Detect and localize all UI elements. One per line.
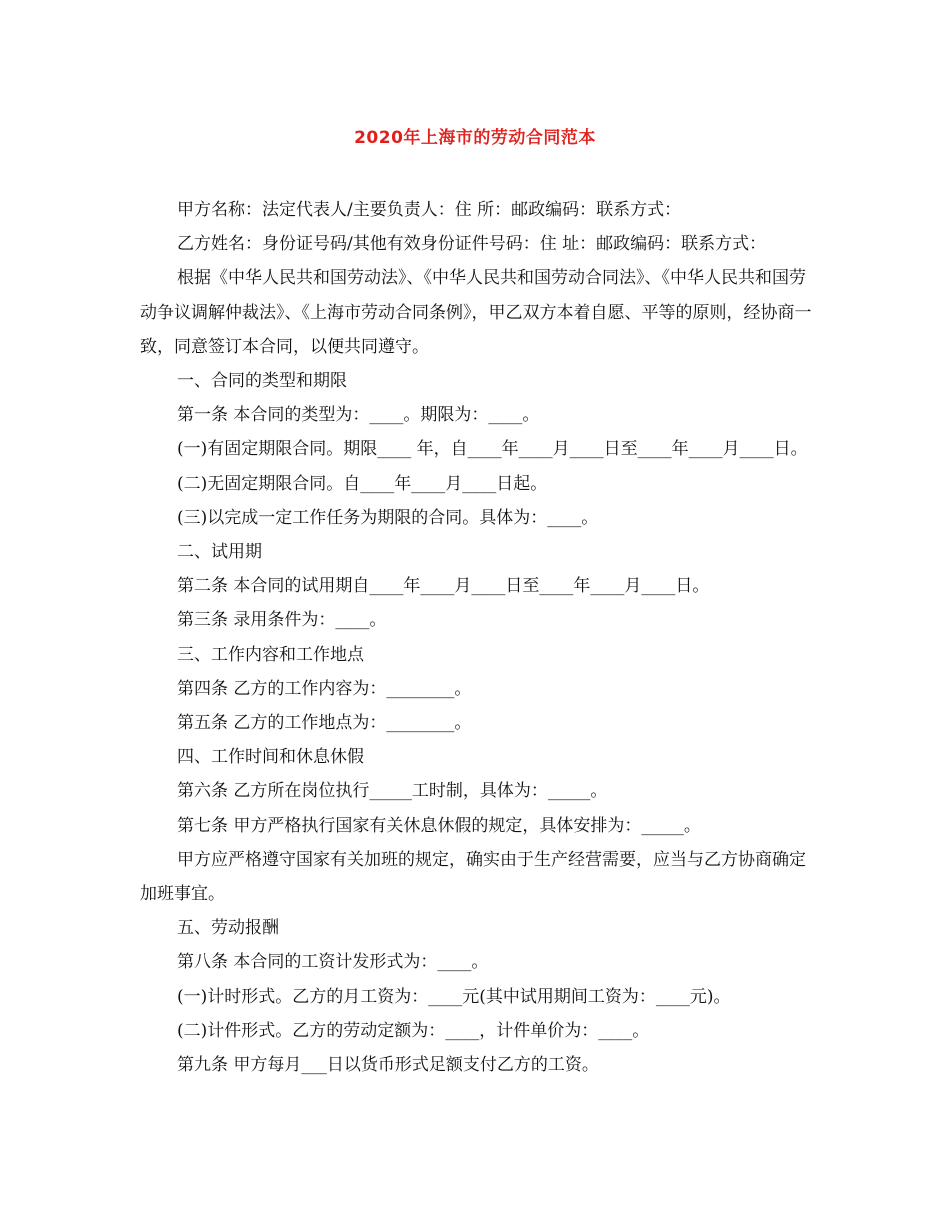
party-a-info: 甲方名称：法定代表人/主要负责人：住 所：邮政编码：联系方式： — [177, 200, 682, 220]
clause-8-item-2: (二)计件形式。乙方的劳动定额为：____，计件单价为：____。 — [177, 1020, 650, 1041]
clause-1-item-1: (一)有固定期限合同。期限____ 年，自____年____月____日至____年____月____日。 — [177, 439, 808, 460]
section-heading-2: 二、试用期 — [177, 542, 262, 563]
section-heading-5: 五、劳动报酬 — [177, 918, 279, 939]
clause-7: 第七条 甲方严格执行国家有关休息休假的规定，具体安排为：_____。 — [177, 815, 701, 836]
clause-2: 第二条 本合同的试用期自____年____月____日至____年____月____日。 — [177, 576, 710, 597]
clause-3: 第三条 录用条件为：____。 — [177, 610, 387, 631]
overtime-paragraph: 甲方应严格遵守国家有关加班的规定，确实由于生产经营需要，应当与乙方协商确定加班事宜。 — [140, 849, 806, 905]
clause-1-item-3: (三)以完成一定工作任务为期限的合同。具体为：____。 — [177, 507, 599, 528]
preamble-paragraph: 根据《中华人民共和国劳动法》、《中华人民共和国劳动合同法》、《中华人民共和国劳动争议调解仲裁法》、《上海市劳动合同条例》，甲乙双方本着自愿、平等的原则，经协商一致，同意签订本合同，以便共同遵守。 — [140, 268, 812, 357]
party-b-info: 乙方姓名：身份证号码/其他有效身份证件号码：住 址：邮政编码：联系方式： — [177, 234, 767, 255]
section-heading-1: 一、合同的类型和期限 — [177, 371, 347, 392]
clause-1-item-2: (二)无固定期限合同。自____年____月____日起。 — [177, 473, 548, 494]
clause-8: 第八条 本合同的工资计发形式为：____。 — [177, 952, 489, 973]
document-title: 2020年上海市的劳动合同范本 — [354, 128, 596, 148]
clause-9: 第九条 甲方每月___日以货币形式足额支付乙方的工资。 — [177, 1055, 599, 1076]
clause-5: 第五条 乙方的工作地点为：________。 — [177, 713, 472, 734]
clause-8-item-1: (一)计时形式。乙方的月工资为：____元(其中试用期间工资为：____元)。 — [177, 986, 731, 1007]
clause-4: 第四条 乙方的工作内容为：________。 — [177, 678, 472, 699]
clause-6: 第六条 乙方所在岗位执行_____工时制，具体为：_____。 — [177, 781, 608, 802]
section-heading-3: 三、工作内容和工作地点 — [177, 644, 364, 665]
document-body — [140, 193, 820, 1082]
clause-1: 第一条 本合同的类型为：____。期限为：____。 — [177, 405, 540, 426]
section-heading-4: 四、工作时间和休息休假 — [177, 747, 364, 768]
